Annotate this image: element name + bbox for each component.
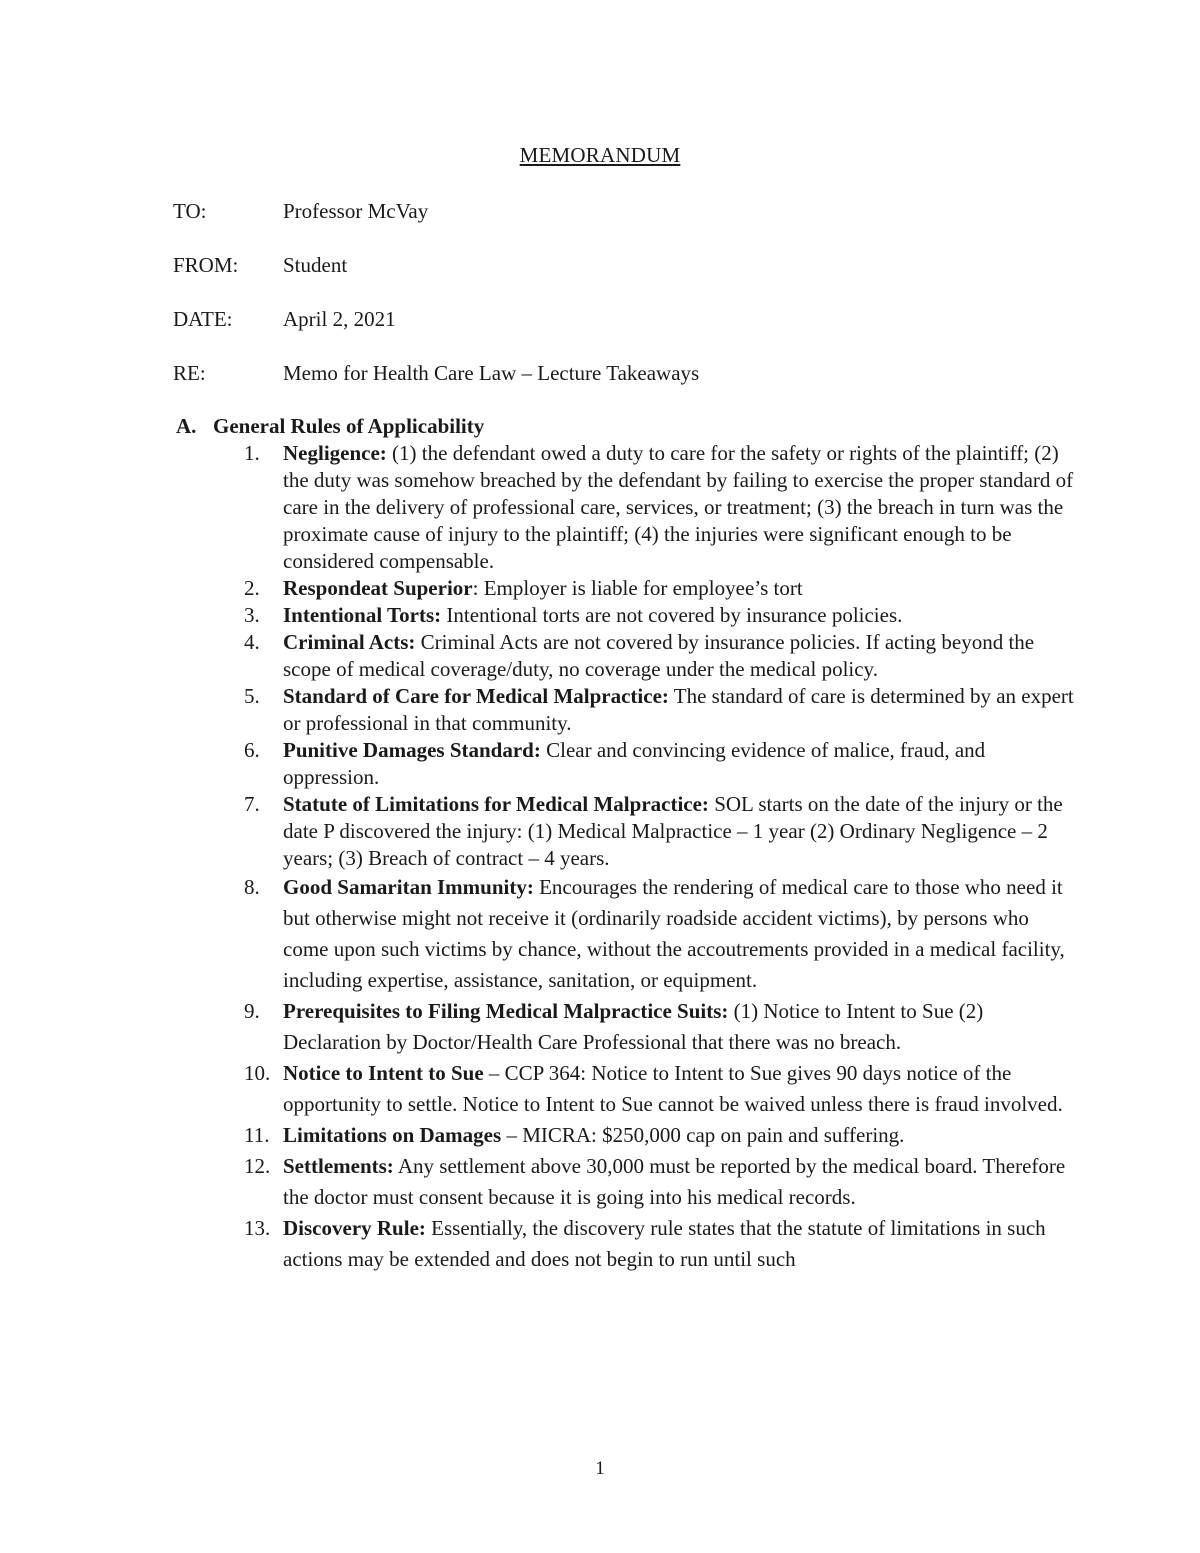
memo-title: MEMORANDUM [519, 143, 681, 167]
item-text: Essentially, the discovery rule states that the statute of limitations in such actions may be extended and does not begin to run until such [283, 1216, 1046, 1271]
item-text: Any settlement above 30,000 must be reported by the medical board. Therefore the doctor must consent because it is going into his medical records. [283, 1154, 1066, 1209]
item-term: Negligence: [283, 441, 387, 465]
re-value: Memo for Health Care Law – Lecture Takeaways [283, 361, 700, 385]
list-item [244, 575, 1074, 602]
item-number: 3. [244, 603, 260, 627]
date-value: April 2, 2021 [283, 307, 396, 331]
item-number: 1. [244, 441, 260, 465]
item-term: Notice to Intent to Sue [283, 1061, 484, 1085]
from-row [173, 250, 1073, 280]
item-text: The standard of care is determined by an expert or professional in that community. [283, 684, 1074, 735]
item-text: Criminal Acts are not covered by insurance policies. If acting beyond the scope of medical coverage/duty, no coverage under the medical policy. [283, 630, 1035, 681]
item-term: Statute of Limitations for Medical Malpractice: [283, 792, 709, 816]
from-label: FROM: [173, 253, 239, 277]
list-item [244, 872, 1074, 996]
item-number: 12. [244, 1154, 271, 1178]
page-number: 1 [595, 1458, 605, 1479]
list-item [244, 683, 1074, 737]
item-number: 4. [244, 630, 260, 654]
item-number: 11. [244, 1123, 270, 1147]
item-number: 7. [244, 792, 260, 816]
item-term: Intentional Torts: [283, 603, 442, 627]
date-row [173, 304, 1073, 334]
list-item [244, 791, 1074, 872]
list-item [244, 629, 1074, 683]
list-item [244, 1058, 1074, 1120]
item-number: 6. [244, 738, 260, 762]
item-text: (1) Notice to Intent to Sue (2) Declaration by Doctor/Health Care Professional that there was no breach. [283, 999, 984, 1054]
to-value: Professor McVay [283, 199, 429, 223]
item-number: 2. [244, 576, 260, 600]
list-item [244, 1213, 1074, 1275]
item-text: SOL starts on the date of the injury or the date P discovered the injury: (1) Medical Malpractice – 1 year (2) Ordinary Negligence – 2 years; (3) Breach of contract – 4 years. [283, 792, 1063, 870]
item-term: Discovery Rule: [283, 1216, 426, 1240]
section-heading [176, 411, 484, 441]
item-term: Criminal Acts: [283, 630, 416, 654]
item-number: 13. [244, 1216, 271, 1240]
list-item [244, 440, 1074, 575]
item-number: 9. [244, 999, 260, 1023]
list-item [244, 996, 1074, 1058]
item-text: : Employer is liable for employee’s tort [472, 576, 803, 600]
item-number: 5. [244, 684, 260, 708]
item-term: Limitations on Damages [283, 1123, 502, 1147]
to-row [173, 196, 1073, 226]
item-term: Good Samaritan Immunity: [283, 875, 534, 899]
rules-list [244, 440, 1074, 1275]
date-label: DATE: [173, 307, 233, 331]
section-title: General Rules of Applicability [213, 414, 485, 438]
item-term: Settlements: [283, 1154, 394, 1178]
item-number: 8. [244, 875, 260, 899]
re-row [173, 358, 1073, 388]
item-text: – CCP 364: Notice to Intent to Sue gives 90 days notice of the opportunity to settle. Notice to Intent to Sue cannot be waived unless there is fraud involved. [283, 1061, 1063, 1116]
list-item [244, 1151, 1074, 1213]
section-letter: A. [176, 414, 197, 438]
re-label: RE: [173, 361, 206, 385]
item-text: – MICRA: $250,000 cap on pain and suffering. [501, 1123, 905, 1147]
list-item [244, 602, 1074, 629]
list-item [244, 1120, 1074, 1151]
item-text: Clear and convincing evidence of malice, fraud, and oppression. [283, 738, 986, 789]
item-text: (1) the defendant owed a duty to care for the safety or rights of the plaintiff; (2) the duty was somehow breached by the defendant by failing to exercise the proper standard of care in the delivery of professional care, services, or treatment; (3) the breach in turn was the proximate cause of injury to the plaintiff; (4) the injuries were significant enough to be considered compensable. [283, 441, 1074, 573]
item-term: Prerequisites to Filing Medical Malpractice Suits: [283, 999, 729, 1023]
from-value: Student [283, 253, 348, 277]
item-number: 10. [244, 1061, 271, 1085]
list-item [244, 737, 1074, 791]
item-term: Respondeat Superior [283, 576, 473, 600]
item-term: Punitive Damages Standard: [283, 738, 541, 762]
item-text: Intentional torts are not covered by insurance policies. [441, 603, 903, 627]
to-label: TO: [173, 199, 207, 223]
item-term: Standard of Care for Medical Malpractice: [283, 684, 669, 708]
item-text: Encourages the rendering of medical care to those who need it but otherwise might not receive it (ordinarily roadside accident victims), by persons who come upon such victims by chance, without the accoutrements provided in a medical facility, including expertise, assistance, sanitation, or equipment. [283, 875, 1065, 992]
